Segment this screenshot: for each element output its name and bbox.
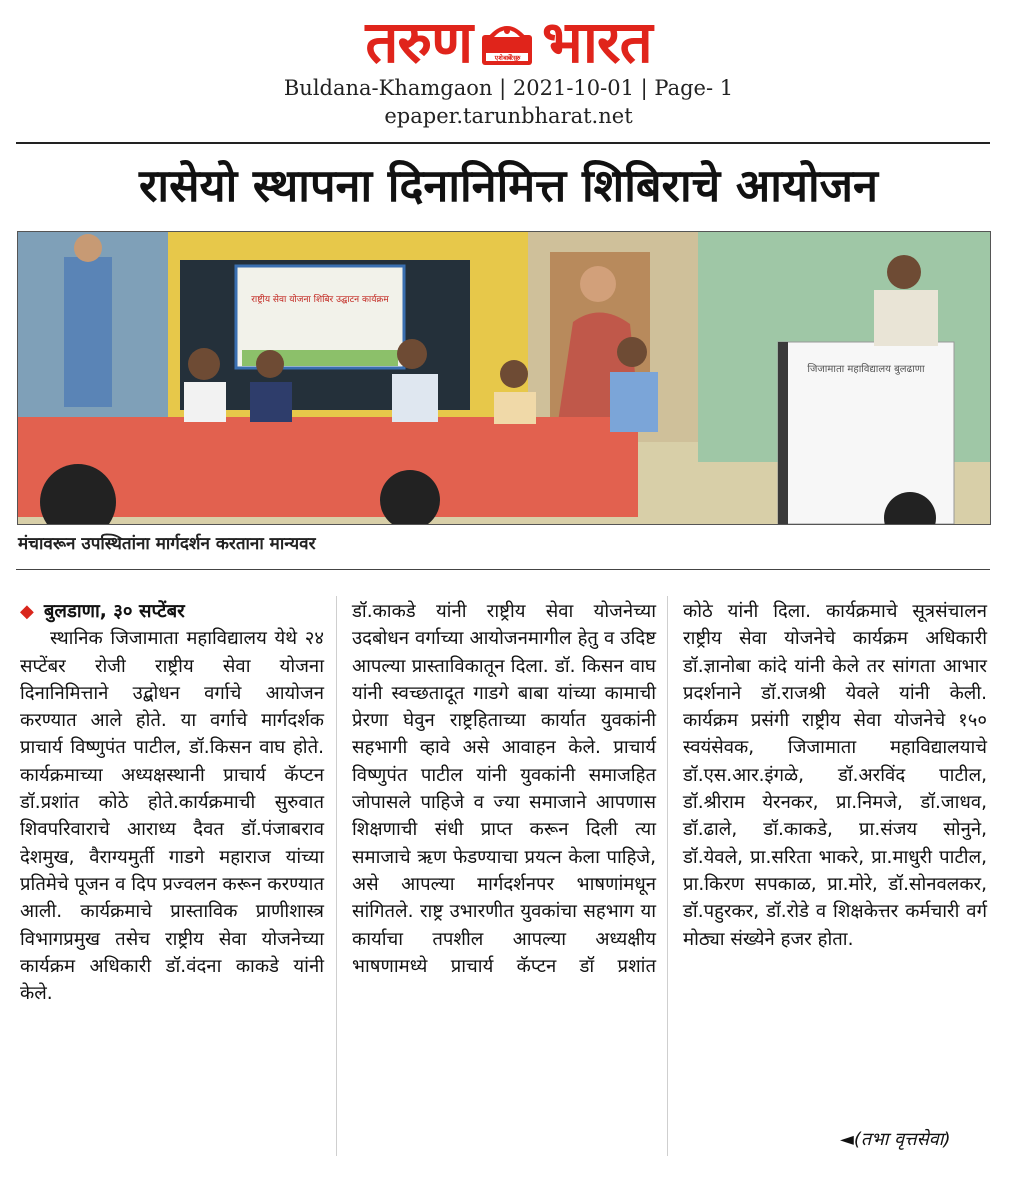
caption-divider bbox=[16, 569, 990, 570]
article-paragraph: कोठे यांनी दिला. कार्यक्रमाचे सूत्रसंचालन राष्ट्रीय सेवा योजनेचे कार्यक्रम अधिकारी डॉ.ज्ञानोबा कांदे यांनी केले तर सांगता आभार प्रदर्शनाने डॉ.राजश्री येवले यांनी केली. कार्यक्रम प्रसंगी राष्ट्रीय सेवा योजनेचे १५० स्वयंसेवक, जिजामाता महाविद्यालयाचे डॉ.एस.आर.इंगळे, डॉ.अरविंद पाटील, डॉ.श्रीराम येरनकर, प्रा.निमजे, डॉ.जाधव, डॉ.ढाले, डॉ.काकडे, प्रा.संजय सोनुने, डॉ.येवले, प्रा.सरिता भाकरे, प्रा.माधुरी पाटील, प्रा.किरण सपकाळ, प्रा.मोरे, डॉ.सोनवलकर, डॉ.पहुरकर, डॉ.रोडे व शिक्षकेत्तर कर्मचारी वर्ग मोठ्या संख्येने हजर होता. bbox=[683, 601, 987, 950]
article-paragraph: डॉ.काकडे यांनी राष्ट्रीय सेवा योजनेच्या उदबोधन वर्गाच्या आयोजनमागील हेतु व उदिष्ट आपल्या प्रास्ताविकातून दिला. डॉ. किसन वाघ यांनी स्वच्छतादूत गाडगे बाबा यांच्या कामाची प्रेरणा घेवुन राष्ट्रहिताच्या कार्यात युवकांनी सहभागी व्हावे असे आवाहन केले. प्राचार्य विष्णुपंत पाटील यांनी युवकांनी समाजहित जोपासले पाहिजे व ज्या समाजाने आपणास शिक्षणाची संधी प्राप्त करून दिली त्या समाजाचे ऋण फेडण्याचा प्रयत्न केला पाहिजे, असे आपल्या मार्गदर्शनपर भाषणांमधून सांगितले. राष्ट्र उभारणीत युवकांचा सहभाग या कार्याचा तपशील आपल्या अध्यक्षीय भाषणामध्ये प्राचार्य कॅप्टन डॉ प्रशांत bbox=[352, 601, 656, 977]
article-column-1 bbox=[20, 598, 324, 1007]
column-divider bbox=[667, 596, 668, 1156]
edition-date: 2021-10-01 bbox=[512, 76, 634, 100]
meta-separator: | bbox=[640, 76, 655, 100]
diamond-bullet-icon: ◆ bbox=[20, 601, 34, 622]
page-number: Page- 1 bbox=[654, 76, 734, 100]
statue-figure bbox=[64, 257, 112, 407]
column-divider bbox=[336, 596, 337, 1156]
article-photo bbox=[17, 231, 991, 525]
logo-word-right: भारत bbox=[542, 8, 652, 76]
banner-text: राष्ट्रीय सेवा योजना शिबिर उद्घाटन कार्यक्रम bbox=[251, 295, 389, 305]
edition-info bbox=[0, 74, 1017, 130]
article-paragraph: स्थानिक जिजामाता महाविद्यालय येथे २४ सप्टेंबर रोजी राष्ट्रीय सेवा योजना दिनानिमित्ताने उद्बोधन वर्गाचे आयोजन करण्यात आले होते. या वर्गाचे मार्गदर्शक प्राचार्य विष्णुपंत पाटील, डॉ.किसन वाघ होते. कार्यक्रमाच्या अध्यक्षस्थानी प्राचार्य कॅप्टन डॉ.प्रशांत कोठे होते.कार्यक्रमाची सुरुवात शिवपरिवाराचे आराध्य दैवत डॉ.पंजाबराव देशमुख, वैराग्यमुर्ती गाडगे महाराज यांच्या प्रतिमेचे पूजन व दिप प्रज्वलन करून करण्यात आली. कार्यक्रमाचे प्रास्ताविक प्राणीशास्त्र विभागप्रमुख तसेच राष्ट्रीय सेवा योजनेच्या कार्यक्रम अधिकारी डॉ.वंदना काकडे यांनी केले. bbox=[20, 628, 324, 1005]
logo-word-left: तरुण bbox=[365, 8, 473, 76]
article-column-2 bbox=[352, 598, 656, 980]
photo-caption: मंचावरून उपस्थितांना मार्गदर्शन करताना मान्यवर bbox=[18, 534, 316, 554]
podium-text: जिजामाता महाविद्यालय बुलढाणा bbox=[807, 364, 925, 375]
article-headline: रासेयो स्थापना दिनानिमित्त शिबिराचे आयोजन bbox=[139, 159, 878, 212]
masthead bbox=[0, 10, 1017, 74]
news-service-credit: ◄(तभा वृत्तसेवा) bbox=[840, 1129, 951, 1150]
header-divider bbox=[16, 142, 990, 144]
lamp-emblem-icon bbox=[478, 13, 536, 71]
newspaper-logo bbox=[365, 10, 651, 74]
edition-name: Buldana-Khamgaon bbox=[283, 76, 493, 100]
emblem-text: ए शे बाबेरे सुरु bbox=[494, 54, 520, 62]
article-column-3 bbox=[683, 598, 987, 953]
site-url: epaper.tarunbharat.net bbox=[384, 104, 633, 128]
meta-separator: | bbox=[499, 76, 513, 100]
dateline: ◆ बुलडाणा, ३० सप्टेंबर bbox=[20, 601, 185, 622]
